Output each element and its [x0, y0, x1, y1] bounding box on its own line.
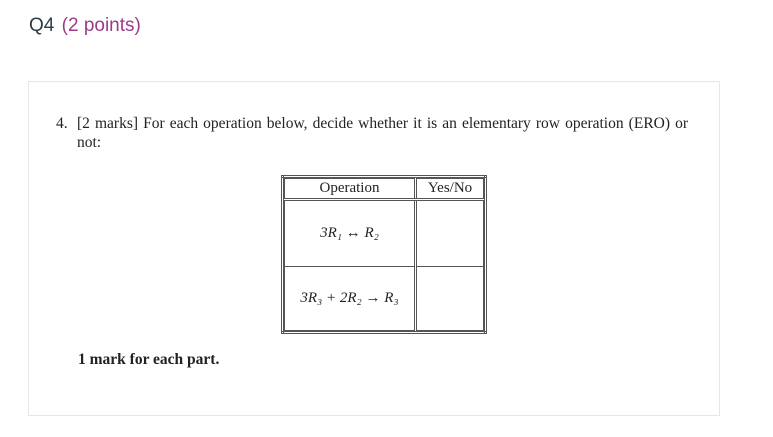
- header-yes-no: Yes/No: [416, 179, 484, 200]
- question-header: [29, 14, 141, 38]
- operation-cell: 3R₁ ↔ R₂: [285, 200, 416, 267]
- answer-cell: [416, 200, 484, 267]
- ero-table-grid: [284, 178, 484, 331]
- prompt-text: [2 marks] For each operation below, decide whether it is an elementary row operation (ERO) or not:: [77, 115, 688, 151]
- table-row: [285, 200, 484, 267]
- question-number: Q4: [29, 15, 55, 36]
- operation-cell: 3R₃ + 2R₂ → R₃: [285, 267, 416, 331]
- question-points: (2 points): [61, 15, 141, 36]
- header-operation: Operation: [285, 179, 416, 200]
- marks-note: 1 mark for each part.: [78, 351, 220, 368]
- answer-cell: [416, 267, 484, 331]
- item-number: 4.: [56, 115, 68, 132]
- table-row: [285, 267, 484, 331]
- question-prompt: [56, 114, 688, 152]
- ero-table: [281, 175, 487, 334]
